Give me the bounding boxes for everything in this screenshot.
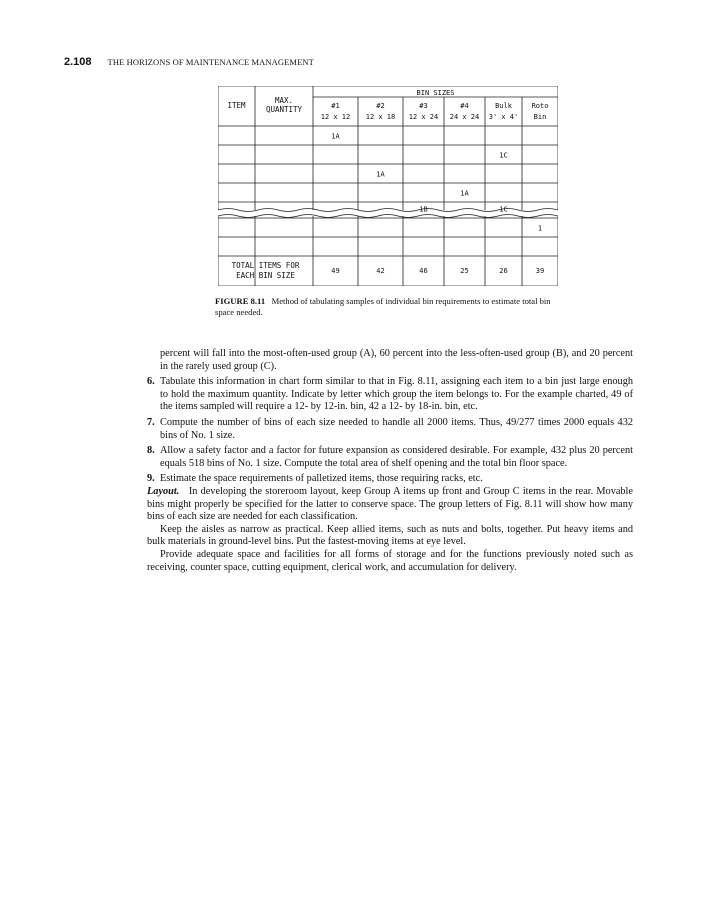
bin-mark: 1A	[331, 132, 340, 141]
bin-total: 25	[460, 267, 469, 275]
totals-label: EACH BIN SIZE	[236, 271, 295, 280]
bin-size-header: #4	[460, 102, 469, 110]
list-item	[147, 417, 633, 442]
page-header	[64, 52, 314, 70]
list-item	[147, 376, 633, 414]
bin-size-header: #1	[331, 102, 340, 110]
bin-mark: 1A	[376, 170, 385, 179]
layout-paragraph	[147, 486, 633, 524]
break-line	[218, 215, 558, 218]
bin-sizes-header: BIN SIZES	[416, 89, 455, 97]
bin-mark: 1A	[460, 189, 469, 198]
bin-size-header: #3	[419, 102, 428, 110]
list-number: 7.	[147, 416, 155, 428]
bin-size-header: 12 x 18	[365, 113, 396, 121]
bin-size-header: Bulk	[495, 102, 512, 110]
figure-caption	[215, 296, 565, 318]
bin-total: 49	[331, 267, 340, 275]
list-text: Allow a safety factor and a factor for future expansion as considered desirable. For example, 432 plus 20 percent equals 518 bins of No. 1 size. Compute the total area of shelf opening and the total bin floor space.	[160, 445, 633, 469]
bin-mark: 1	[537, 224, 543, 233]
list-text: Tabulate this information in chart form similar to that in Fig. 8.11, assigning each item to a bin just large enough to hold the maximum quantity. Indicate by letter which group the item belongs to. For the example charted, 49 of the items sampled will require a 12- by 12-in. bin, 42 a 12- by 18-in. bin, etc.	[160, 376, 633, 413]
bin-mark: 1C	[499, 205, 508, 214]
list-number: 8.	[147, 445, 155, 457]
list-text: Compute the number of bins of each size needed to handle all 2000 items. Thus, 49/277 times 2000 equals 432 bins of No. 1 size.	[160, 416, 633, 441]
bin-size-header: #2	[376, 102, 385, 110]
bin-mark: 1B	[419, 205, 428, 214]
layout-heading: Layout.	[147, 485, 180, 497]
list-text: Estimate the space requirements of palletized items, those requiring racks, etc.	[160, 473, 483, 485]
caption-label: FIGURE 8.11	[215, 296, 266, 306]
bin-size-header: 3' x 4'	[488, 113, 519, 121]
bin-size-header: Roto	[531, 102, 549, 110]
bin-total: 39	[535, 267, 545, 275]
bin-size-header: Bin	[533, 113, 547, 121]
bin-mark: 1C	[499, 151, 508, 160]
bin-size-header: 12 x 12	[320, 113, 351, 121]
totals-label: TOTAL ITEMS FOR	[231, 261, 300, 270]
layout-paragraph-3: Provide adequate space and facilities for all forms of storage and for the functions previously noted such as receiving, counter space, cutting equipment, clerical work, and accumulation for delivery.	[147, 548, 633, 573]
body-text	[147, 348, 633, 574]
max-quantity-header: QUANTITY	[265, 105, 303, 114]
bin-size-header: 12 x 24	[408, 113, 439, 121]
list-number: 6.	[147, 376, 155, 388]
layout-text: In developing the storeroom layout, keep Group A items up front and Group C items in the rear. Movable bins might properly be specified for the latter to conserve space. The group letters of Fig. 8.11 will show how many bins of each size are needed for each classification.	[147, 485, 633, 523]
max-quantity-header: MAX.	[274, 96, 294, 105]
list-number: 9.	[147, 473, 155, 485]
list-item	[147, 473, 633, 486]
bin-size-header: 24 x 24	[449, 113, 480, 121]
list-item	[147, 445, 633, 470]
bin-total: 46	[419, 267, 428, 275]
item-column-header: ITEM	[227, 101, 246, 110]
continuation-paragraph: percent will fall into the most-often-used group (A), 60 percent into the less-often-used group (B), and 20 percent in the rarely used group (C).	[160, 348, 633, 372]
caption-text: Method of tabulating samples of individual bin requirements to estimate total bin space needed.	[215, 296, 551, 317]
layout-paragraph-2: Keep the aisles as narrow as practical. Keep allied items, such as nuts and bolts, together. Put heavy items and bulk materials in ground-level bins. Put the fastest-moving items at eye level.	[147, 523, 633, 548]
figure-8-11-table	[218, 86, 558, 286]
running-title: THE HORIZONS OF MAINTENANCE MANAGEMENT	[107, 57, 314, 67]
page-number: 2.108	[64, 56, 92, 68]
bin-total: 26	[499, 267, 508, 275]
bin-total: 42	[376, 267, 385, 275]
